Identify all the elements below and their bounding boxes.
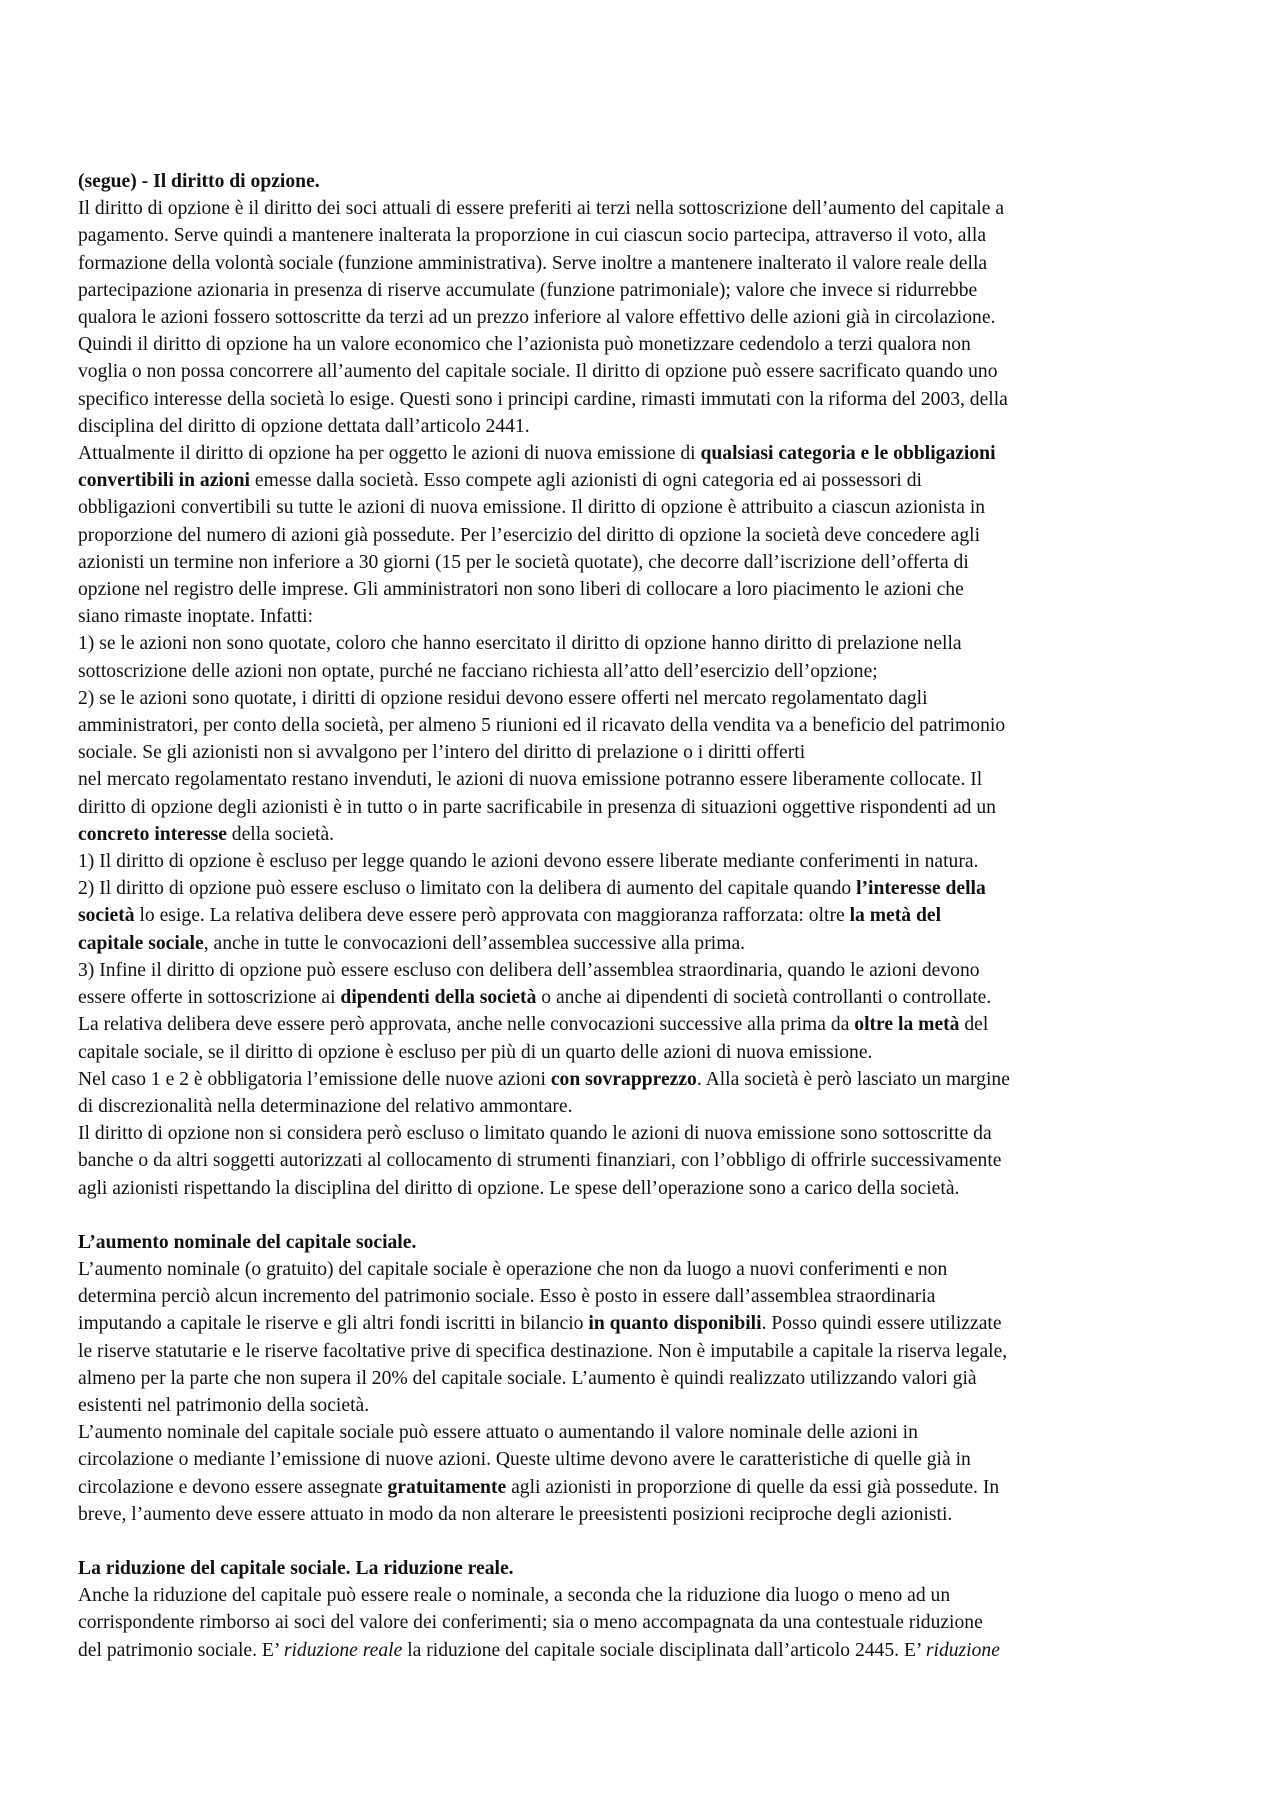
bold-text: concreto interesse bbox=[78, 823, 227, 845]
text-line: Il diritto di opzione non si considera però escluso o limitato quando le azioni di nuova emissione sono sottoscritte da bbox=[78, 1123, 992, 1145]
text-line: obbligazioni convertibili su tutte le azioni di nuova emissione. Il diritto di opzione è attribuito a ciascun azionista in bbox=[78, 497, 986, 519]
text-line: Attualmente il diritto di opzione ha per oggetto le azioni di nuova emissione di qualsiasi categoria e le obbligazioni bbox=[78, 443, 996, 465]
text-line: partecipazione azionaria in presenza di riserve accumulate (funzione patrimoniale); valore che invece si ridurrebbe bbox=[78, 279, 978, 301]
text-line: disciplina del diritto di opzione dettata dall’articolo 2441. bbox=[78, 415, 530, 437]
text-line: determina perciò alcun incremento del patrimonio sociale. Esso è posto in essere dall’assemblea straordinaria bbox=[78, 1286, 936, 1308]
text-line: 2) Il diritto di opzione può essere escluso o limitato con la delibera di aumento del capitale quando l’interesse della bbox=[78, 878, 986, 900]
text-line: L’aumento nominale (o gratuito) del capitale sociale è operazione che non da luogo a nuovi conferimenti e non bbox=[78, 1258, 948, 1280]
text-line: 2) se le azioni sono quotate, i diritti di opzione residui devono essere offerti nel mercato regolamentato dagli bbox=[78, 687, 928, 709]
bold-text: società bbox=[78, 905, 135, 927]
section-body bbox=[78, 1582, 1218, 1664]
text-line: sottoscrizione delle azioni non optate, purché ne facciano richiesta all’atto dell’esercizio dell’opzione; bbox=[78, 660, 878, 682]
text-line: sociale. Se gli azionisti non si avvalgono per l’intero del diritto di prelazione o i diritti offerti bbox=[78, 742, 806, 764]
text-line: formazione della volontà sociale (funzione amministrativa). Serve inoltre a mantenere inalterato il valore reale della bbox=[78, 252, 988, 274]
text-line: Nel caso 1 e 2 è obbligatoria l’emissione delle nuove azioni con sovrapprezzo. Alla società è però lasciato un margine bbox=[78, 1068, 1010, 1090]
text-line: pagamento. Serve quindi a mantenere inalterata la proporzione in cui ciascun socio partecipa, attraverso il voto, alla bbox=[78, 225, 987, 247]
document-page bbox=[78, 168, 1218, 1664]
text-line: diritto di opzione degli azionisti è in tutto o in parte sacrificabile in presenza di situazioni oggettive rispondenti ad un bbox=[78, 796, 996, 818]
text-line: 1) se le azioni non sono quotate, coloro che hanno esercitato il diritto di opzione hanno diritto di prelazione nella bbox=[78, 633, 962, 655]
bold-text: qualsiasi categoria e le obbligazioni bbox=[700, 443, 996, 465]
text-line: azionisti un termine non inferiore a 30 giorni (15 per le società quotate), che decorre dall’iscrizione dell’offerta di bbox=[78, 551, 969, 573]
text-line: banche o da altri soggetti autorizzati al collocamento di strumenti finanziari, con l’obbligo di offrirle successivamente bbox=[78, 1150, 1002, 1172]
text-line: Anche la riduzione del capitale può essere reale o nominale, a seconda che la riduzione dia luogo o meno ad un bbox=[78, 1585, 951, 1607]
text-line: L’aumento nominale del capitale sociale può essere attuato o aumentando il valore nominale delle azioni in bbox=[78, 1422, 918, 1444]
text-line: capitale sociale, anche in tutte le convocazioni dell’assemblea successive alla prima. bbox=[78, 932, 746, 954]
text-line: Quindi il diritto di opzione ha un valore economico che l’azionista può monetizzare cedendolo a terzi qualora non bbox=[78, 334, 971, 356]
italic-text: riduzione reale bbox=[283, 1639, 403, 1661]
text-line: capitale sociale, se il diritto di opzione è escluso per più di un quarto delle azioni di nuova emissione. bbox=[78, 1041, 873, 1063]
text-line: società lo esige. La relativa delibera deve essere però approvata con maggioranza rafforzata: oltre la metà del bbox=[78, 905, 942, 927]
text-line: di discrezionalità nella determinazione del relativo ammontare. bbox=[78, 1095, 573, 1117]
text-line: corrispondente rimborso ai soci del valore dei conferimenti; sia o meno accompagnata da una contestuale riduzione bbox=[78, 1612, 983, 1634]
text-line: specifico interesse della società lo esige. Questi sono i principi cardine, rimasti immutati con la riforma del 2003, della bbox=[78, 388, 1008, 410]
bold-text: l’interesse della bbox=[856, 878, 986, 900]
bold-text: la metà del bbox=[849, 905, 942, 927]
text-line: circolazione o mediante l’emissione di nuove azioni. Queste ultime devono avere le caratteristiche di quelle già in bbox=[78, 1449, 971, 1471]
bold-text: con sovrapprezzo bbox=[550, 1068, 697, 1090]
text-line: imputando a capitale le riserve e gli altri fondi iscritti in bilancio in quanto disponibili. Posso quindi essere utilizzate bbox=[78, 1313, 1002, 1335]
text-line: proporzione del numero di azioni già possedute. Per l’esercizio del diritto di opzione la società deve concedere agli bbox=[78, 524, 981, 546]
section-body bbox=[78, 195, 1218, 1202]
text-line: le riserve statutarie e le riserve facoltative prive di specifica destinazione. Non è imputabile a capitale la riserva legale, bbox=[78, 1340, 1008, 1362]
section-heading: (segue) - Il diritto di opzione. bbox=[78, 171, 320, 192]
text-line: nel mercato regolamentato restano invenduti, le azioni di nuova emissione potranno essere liberamente collocate. Il bbox=[78, 769, 983, 791]
text-line: convertibili in azioni emesse dalla società. Esso compete agli azionisti di ogni categoria ed ai possessori di bbox=[78, 470, 922, 492]
text-line: breve, l’aumento deve essere attuato in modo da non alterare le preesistenti posizioni reciproche degli azionisti. bbox=[78, 1503, 953, 1525]
text-line: siano rimaste inoptate. Infatti: bbox=[78, 606, 314, 628]
bold-text: gratuitamente bbox=[387, 1476, 507, 1498]
text-line: La relativa delibera deve essere però approvata, anche nelle convocazioni successive alla prima da oltre la metà del bbox=[78, 1014, 989, 1036]
section-body bbox=[78, 1256, 1218, 1528]
paragraph-gap bbox=[78, 1528, 1218, 1555]
text-line: opzione nel registro delle imprese. Gli amministratori non sono liberi di collocare a loro piacimento le azioni che bbox=[78, 579, 964, 601]
text-line: circolazione e devono essere assegnate gratuitamente agli azionisti in proporzione di quelle da essi già possedute. In bbox=[78, 1476, 1000, 1498]
bold-text: oltre la metà bbox=[854, 1014, 960, 1036]
text-line: 3) Infine il diritto di opzione può essere escluso con delibera dell’assemblea straordinaria, quando le azioni devono bbox=[78, 959, 980, 981]
bold-text: capitale sociale bbox=[78, 932, 204, 954]
text-line: concreto interesse della società. bbox=[78, 823, 335, 845]
text-line: esistenti nel patrimonio della società. bbox=[78, 1394, 370, 1416]
text-line: Il diritto di opzione è il diritto dei soci attuali di essere preferiti ai terzi nella sottoscrizione dell’aumento del capitale a bbox=[78, 198, 1005, 220]
text-line: del patrimonio sociale. E’ riduzione reale la riduzione del capitale sociale disciplinata dall’articolo 2445. E’ riduzione bbox=[78, 1639, 1000, 1661]
text-line: almeno per la parte che non supera il 20% del capitale sociale. L’aumento è quindi realizzato utilizzando valori già bbox=[78, 1367, 977, 1389]
text-line: agli azionisti rispettando la disciplina del diritto di opzione. Le spese dell’operazione sono a carico della società. bbox=[78, 1177, 960, 1199]
text-line: 1) Il diritto di opzione è escluso per legge quando le azioni devono essere liberate mediante conferimenti in natura. bbox=[78, 851, 979, 873]
section-heading: L’aumento nominale del capitale sociale. bbox=[78, 1231, 417, 1253]
bold-text: in quanto disponibili bbox=[588, 1313, 762, 1335]
bold-text: dipendenti della società bbox=[340, 987, 537, 1009]
paragraph-gap bbox=[78, 1202, 1218, 1229]
italic-text: riduzione bbox=[925, 1639, 1000, 1661]
text-line: voglia o non possa concorrere all’aumento del capitale sociale. Il diritto di opzione può essere sacrificato quando uno bbox=[78, 361, 998, 383]
bold-text: convertibili in azioni bbox=[78, 470, 250, 492]
section-heading: La riduzione del capitale sociale. La riduzione reale. bbox=[78, 1557, 514, 1579]
text-line: amministratori, per conto della società, per almeno 5 riunioni ed il ricavato della vendita va a beneficio del patrimonio bbox=[78, 715, 1006, 737]
text-line: qualora le azioni fossero sottoscritte da terzi ad un prezzo inferiore al valore effettivo delle azioni già in circolazione. bbox=[78, 307, 996, 329]
text-line: essere offerte in sottoscrizione ai dipendenti della società o anche ai dipendenti di società controllanti o controllate. bbox=[78, 987, 992, 1009]
